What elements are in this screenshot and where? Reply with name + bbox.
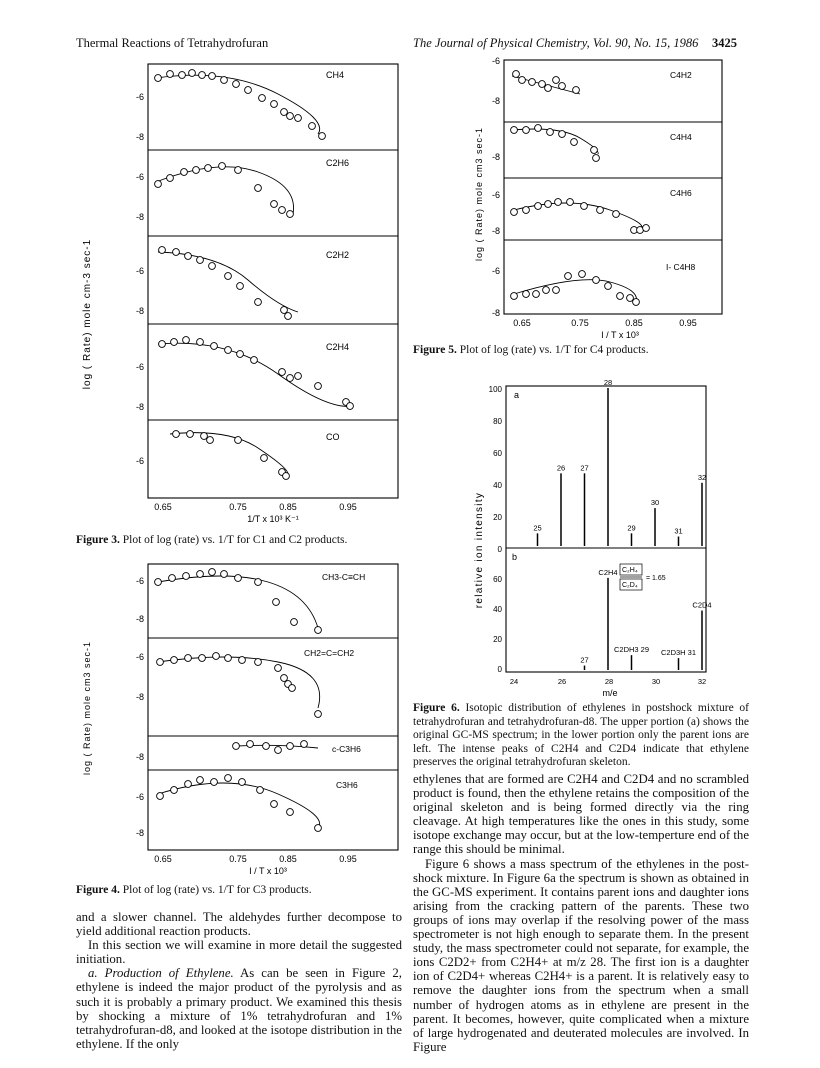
data-point [209,73,216,80]
svg-text:-6: -6 [135,652,144,662]
svg-text:0.85: 0.85 [625,318,643,328]
svg-text:0: 0 [497,665,502,674]
data-point [593,277,600,284]
data-point [171,787,178,794]
bar-label: 26 [556,463,566,473]
data-point [533,291,540,298]
data-point [287,743,294,750]
data-point [257,787,264,794]
data-point [233,81,240,88]
data-point [221,571,228,578]
svg-text:-6: -6 [491,56,500,66]
fig3-xlabel: 1/T x 10³ K⁻¹ [247,514,299,524]
svg-text:0.65: 0.65 [513,318,531,328]
data-point [255,299,262,306]
data-point [523,127,530,134]
svg-text:-8: -8 [135,752,144,762]
data-point [193,167,200,174]
data-point [189,70,196,77]
svg-text:28: 28 [604,677,614,686]
data-point [511,293,518,300]
data-point [573,87,580,94]
svg-text:100: 100 [488,385,502,394]
data-point [239,657,246,664]
svg-text:-6: -6 [135,172,144,182]
svg-text:30: 30 [651,677,661,686]
data-point [535,125,542,132]
data-point [235,575,242,582]
svg-text:0.75: 0.75 [229,502,247,512]
fig3-label-ch4: CH4 [326,70,345,80]
svg-text:C₂D₄: C₂D₄ [622,582,638,589]
data-point [199,655,206,662]
svg-text:60: 60 [493,575,502,584]
svg-text:-8: -8 [135,132,144,142]
bar-label: 28 [603,378,613,387]
data-point [155,181,162,188]
data-point [559,131,566,138]
data-point [511,127,518,134]
fig6-ylabel: relative ion intensity [474,491,485,609]
svg-text:-6: -6 [135,792,144,802]
svg-text:0.75: 0.75 [229,854,247,864]
fig3-caption: Figure 3. Plot of log (rate) vs. 1/T for C1 and C2 products. [76,534,348,546]
bar-label: C2D4 [692,600,712,610]
data-point [547,129,554,136]
data-point [235,167,242,174]
svg-text:-8: -8 [135,402,144,412]
fig6-panel-a: a [514,390,520,400]
svg-text:-8: -8 [491,308,500,318]
data-point [219,163,226,170]
svg-text:0.65: 0.65 [154,502,172,512]
data-point [591,147,598,154]
figure-3 [78,54,418,534]
data-point [309,123,316,130]
svg-text:32: 32 [697,677,707,686]
data-point [209,263,216,270]
data-point [201,433,208,440]
data-point [271,201,278,208]
data-point [545,85,552,92]
data-point [291,619,298,626]
data-point [197,777,204,784]
left-column-text: and a slower channel. The aldehydes further decompose to yield additional reaction products. In this section we will examine in more detail the suggested initiation. a. Production of Ethylene. As can be seen in Figure 2, ethylene is indeed the major product of the pyrolysis and as such it is probably a primary product. We examined this thesis by shocking a mixture of 1% tetrahydrofuran and 1% tetrahydrofuran-d8, and looked at the isotope distribution in the ethylene. If the only [76,910,402,1051]
data-point [535,203,542,210]
bar-label: 25 [533,523,542,533]
svg-text:40: 40 [493,481,502,490]
fig3-yticks [136,92,144,466]
data-point [209,569,216,576]
bar-label: 30 [650,498,660,508]
fig5-label-c4h2: C4H2 [670,70,692,80]
data-point [225,655,232,662]
bar-label: C2DH3 29 [613,645,650,655]
data-point [523,291,530,298]
data-point [199,72,206,79]
data-point [319,133,326,140]
data-point [239,779,246,786]
bar-label: 29 [627,523,636,533]
svg-text:0.65: 0.65 [154,854,172,864]
data-point [519,77,526,84]
data-point [529,79,536,86]
data-point [155,579,162,586]
fig4-label-allene: CH2=C=CH2 [304,648,355,658]
data-point [553,287,560,294]
data-point [593,155,600,162]
data-point [287,375,294,382]
svg-text:20: 20 [493,635,502,644]
data-point [237,283,244,290]
data-point [171,339,178,346]
svg-text:0.75: 0.75 [571,318,589,328]
data-point [545,201,552,208]
data-point [279,369,286,376]
svg-text:-8: -8 [135,692,144,702]
fig6-panel-b: b [512,552,518,562]
data-point [301,741,308,748]
data-point [559,83,566,90]
fig5-points [511,71,650,306]
svg-text:-8: -8 [135,614,144,624]
data-point [255,659,262,666]
data-point [553,77,560,84]
data-point [565,273,572,280]
data-point [283,473,290,480]
data-point [315,711,322,718]
data-point [205,165,212,172]
data-point [183,573,190,580]
svg-text:-8: -8 [135,212,144,222]
data-point [287,809,294,816]
data-point [197,571,204,578]
data-point [157,793,164,800]
running-header-left: Thermal Reactions of Tetrahydrofuran [76,36,269,50]
data-point [539,81,546,88]
data-point [543,287,550,294]
fig6-caption: Figure 6. Isotopic distribution of ethylenes in postshock mixture of tetrahydrofuran and tetrahydrofuran-d8. The upper portion (a) shows the original GC-MS spectrum; in the lower portion only the parent ions are left. The intense peaks of C2H4 and C2D4 indicate that ethylene preserves the original tetrahydrofuran skeleton. [413,702,749,768]
svg-text:-6: -6 [135,362,144,372]
data-point [237,351,244,358]
data-point [251,357,258,364]
svg-text:-6: -6 [135,456,144,466]
data-point [273,599,280,606]
data-point [255,185,262,192]
data-point [235,437,242,444]
fig4-label-propyne: CH3-C≡CH [322,572,366,582]
data-point [315,383,322,390]
data-point [279,207,286,214]
fig5-label-isobutene: I- C4H8 [666,262,696,272]
fig3-ylabel: log ( Rate) mole cm-3 sec-1 [82,238,93,390]
data-point [185,781,192,788]
data-point [155,75,162,82]
fig5-ylabel: log ( Rate) mole cm3 sec-1 [474,126,484,262]
fig5-label-c4h4: C4H4 [670,132,692,142]
svg-text:-8: -8 [491,152,500,162]
data-point [197,257,204,264]
bar-label: 31 [674,526,683,536]
svg-text:-8: -8 [491,226,500,236]
data-point [179,72,186,79]
svg-text:0.85: 0.85 [279,854,297,864]
data-point [347,403,354,410]
data-point [633,299,640,306]
svg-text:-6: -6 [135,576,144,586]
fig4-xlabel: I / T x 10³ [249,866,287,876]
svg-text:20: 20 [493,513,502,522]
fig5-xlabel: I / T x 10³ [601,330,639,340]
bar-label: 32 [697,472,707,482]
data-point [523,207,530,214]
data-point [159,341,166,348]
data-point [567,199,574,206]
data-point [225,775,232,782]
data-point [605,283,612,290]
data-point [185,253,192,260]
svg-text:0.95: 0.95 [339,502,357,512]
data-point [315,825,322,832]
fig3-label-co: CO [326,432,340,442]
data-point [281,675,288,682]
fig6-bars-a [533,378,706,546]
data-point [627,295,634,302]
data-point [167,71,174,78]
data-point [185,655,192,662]
data-point [287,211,294,218]
svg-text:40: 40 [493,605,502,614]
running-header-journal: The Journal of Physical Chemistry, Vol. 90, No. 15, 1986 [413,36,699,50]
data-point [171,657,178,664]
data-point [271,101,278,108]
svg-text:-8: -8 [491,96,500,106]
svg-text:-8: -8 [135,828,144,838]
data-point [275,747,282,754]
bar-label: 27 [580,655,589,665]
data-point [183,337,190,344]
svg-text:0.95: 0.95 [679,318,697,328]
data-point [579,271,586,278]
right-column-text: ethylenes that are formed are C2H4 and C2D4 and no scrambled product is found, then the ethylene retains the composition of the original skeleton and is being formed directly via the ring cleavage. At high temperatures like the ones in this study, some isotope exchange may occur, but at the low-temperture end of the range this should be minimal. Figure 6 shows a mass spectrum of the ethylenes in the post-shock mixture. In Figure 6a the spectrum is shown as obtained in the GC-MS experiment. It contains parent ions and daughter ions arising from the cracking pattern of the parents. These two groups of ions may overlap if the resolving power of the mass spectrometer is not high enough to separate them. In the present study, the mass spectrometer could not separate, for example, the ions C2D2+ from C2H4+ at m/z 28. The first ion is a daughter ion of C2D4+ whereas C2H4+ is a parent. It is relatively easy to remove the daughter ions from the spectrum when a small number of hydrogen atoms as in ethylene are present in the parent. It becomes, however, quite complicated when a mixture of large hydrogenated and deuterated molecules are involved. In Figure [413,772,749,1054]
svg-text:0: 0 [497,545,502,554]
fig4-caption: Figure 4. Plot of log (rate) vs. 1/T for C3 products. [76,884,312,896]
figure-5 [470,54,750,340]
data-point [173,431,180,438]
data-point [581,203,588,210]
data-point [181,169,188,176]
svg-text:0.85: 0.85 [279,502,297,512]
svg-text:-6: -6 [135,92,144,102]
figure-6 [470,380,750,700]
data-point [285,313,292,320]
data-point [167,175,174,182]
data-point [211,779,218,786]
svg-text:0.95: 0.95 [339,854,357,864]
svg-text:-6: -6 [491,266,500,276]
data-point [173,249,180,256]
fig6-mass-ticks [510,677,706,686]
data-point [247,741,254,748]
data-point [207,437,214,444]
svg-text:C₂H₄: C₂H₄ [622,567,638,574]
data-point [259,95,266,102]
data-point [225,347,232,354]
data-point [211,343,218,350]
bar-label: 27 [580,463,589,473]
data-point [261,455,268,462]
svg-text:24: 24 [509,677,519,686]
fig4-points [155,569,322,832]
svg-text:60: 60 [493,449,502,458]
data-point [275,665,282,672]
data-point [197,339,204,346]
fig3-panel-labels [326,70,349,442]
data-point [511,209,518,216]
bar-label: C2H4 [598,567,618,577]
data-point [643,225,650,232]
fig3-xticks [154,502,357,512]
data-point [187,431,194,438]
data-point [225,273,232,280]
svg-text:26: 26 [557,677,567,686]
svg-text:= 1.65: = 1.65 [646,575,666,582]
data-point [617,293,624,300]
fig4-label-cyclopropane: c-C3H6 [332,744,361,754]
fig4-label-propene: C3H6 [336,780,358,790]
fig3-points [155,70,354,480]
data-point [555,199,562,206]
data-point [597,207,604,214]
data-point [213,653,220,660]
data-point [281,307,288,314]
data-point [295,373,302,380]
svg-text:-6: -6 [135,266,144,276]
fig3-label-c2h2: C2H2 [326,250,350,260]
bar-label: C2D3H 31 [660,648,697,658]
data-point [169,575,176,582]
fig6-bars-b [580,568,711,670]
data-point [571,139,578,146]
fig3-label-c2h4: C2H4 [326,342,350,352]
fig6-xlabel: m/e [602,688,618,698]
data-point [245,87,252,94]
data-point [281,109,288,116]
svg-text:-6: -6 [491,190,500,200]
data-point [157,659,164,666]
data-point [513,71,520,78]
fig6-ratio [620,564,666,590]
data-point [289,685,296,692]
data-point [255,579,262,586]
data-point [315,627,322,634]
fig5-label-c4h6: C4H6 [670,188,692,198]
data-point [221,77,228,84]
figure-4 [78,558,418,878]
data-point [233,743,240,750]
fig3-label-c2h6: C2H6 [326,158,350,168]
data-point [263,743,270,750]
fig5-caption: Figure 5. Plot of log (rate) vs. 1/T for C4 products. [413,344,649,356]
data-point [287,113,294,120]
data-point [295,115,302,122]
fig4-ylabel: log ( Rate) mole cm3 sec-1 [82,640,92,776]
svg-text:-8: -8 [135,306,144,316]
data-point [159,247,166,254]
svg-text:80: 80 [493,417,502,426]
page-number: 3425 [712,36,737,50]
data-point [613,211,620,218]
data-point [271,801,278,808]
